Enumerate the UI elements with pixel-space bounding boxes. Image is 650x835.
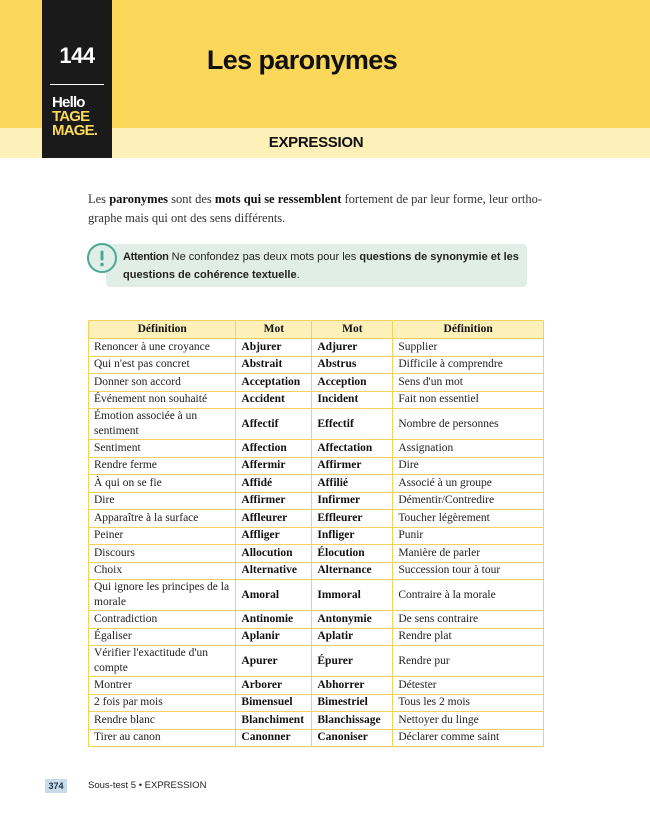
table-row — [89, 580, 544, 611]
cell-definition-right: Punir — [393, 527, 544, 545]
table-row — [89, 440, 544, 458]
cell-definition-left: Égaliser — [89, 628, 236, 646]
cell-definition-right: Nombre de personnes — [393, 409, 544, 440]
cell-word-right: Aplatir — [312, 628, 393, 646]
cell-definition-right: Difficile à comprendre — [393, 356, 544, 374]
cell-definition-left: Qui n'est pas concret — [89, 356, 236, 374]
callout-text-2: . — [296, 269, 300, 281]
cell-definition-left: Discours — [89, 545, 236, 563]
cell-word-right: Incident — [312, 391, 393, 409]
logo-line-mage: MAGE. — [52, 122, 98, 139]
table-row — [89, 712, 544, 730]
cell-word-left: Aplanir — [236, 628, 312, 646]
cell-definition-left: Rendre ferme — [89, 457, 236, 475]
cell-word-left: Allocution — [236, 545, 312, 563]
cell-word-left: Abstrait — [236, 356, 312, 374]
cell-word-right: Adjurer — [312, 339, 393, 357]
paronyms-table — [88, 320, 544, 747]
chapter-number: 144 — [59, 43, 95, 68]
cell-word-left: Blanchiment — [236, 712, 312, 730]
table-row — [89, 475, 544, 493]
cell-definition-left: Vérifier l'exactitude d'un compte — [89, 646, 236, 677]
cell-definition-right: Manière de parler — [393, 545, 544, 563]
cell-word-right: Affilié — [312, 475, 393, 493]
cell-word-right: Antonymie — [312, 611, 393, 629]
cell-definition-right: Toucher légèrement — [393, 510, 544, 528]
table-row — [89, 391, 544, 409]
cell-definition-left: 2 fois par mois — [89, 694, 236, 712]
cell-word-left: Amoral — [236, 580, 312, 611]
intro-text-3: fortement de par leur forme, leur ortho-graphe mais qui ont des sens différents. — [88, 192, 543, 225]
tab-divider — [50, 84, 104, 85]
cell-word-right: Bimestriel — [312, 694, 393, 712]
table-header-row — [89, 321, 544, 339]
cell-definition-left: Contradiction — [89, 611, 236, 629]
table-row — [89, 527, 544, 545]
cell-definition-right: Sens d'un mot — [393, 374, 544, 392]
cell-word-right: Abhorrer — [312, 677, 393, 695]
table-row — [89, 492, 544, 510]
cell-word-left: Accident — [236, 391, 312, 409]
cell-word-left: Acceptation — [236, 374, 312, 392]
footer-text: Sous-test 5 • EXPRESSION — [88, 780, 207, 791]
page-number-badge: 374 — [45, 779, 67, 793]
cell-word-right: Abstrus — [312, 356, 393, 374]
cell-definition-left: Apparaître à la surface — [89, 510, 236, 528]
cell-word-left: Affectif — [236, 409, 312, 440]
cell-definition-right: De sens contraire — [393, 611, 544, 629]
cell-word-right: Infirmer — [312, 492, 393, 510]
cell-word-right: Alternance — [312, 562, 393, 580]
table-body — [89, 339, 544, 747]
chapter-tab — [42, 0, 112, 158]
cell-word-left: Antinomie — [236, 611, 312, 629]
cell-word-left: Affirmer — [236, 492, 312, 510]
cell-definition-left: Renoncer à une croyance — [89, 339, 236, 357]
table-row — [89, 646, 544, 677]
table-row — [89, 562, 544, 580]
cell-definition-right: Démentir/Contredire — [393, 492, 544, 510]
cell-word-left: Affleurer — [236, 510, 312, 528]
cell-definition-left: À qui on se fie — [89, 475, 236, 493]
cell-word-left: Affidé — [236, 475, 312, 493]
cell-word-right: Canoniser — [312, 729, 393, 747]
table-row — [89, 677, 544, 695]
table-row — [89, 628, 544, 646]
intro-paragraph — [88, 190, 553, 228]
logo-line-tage: TAGE — [52, 108, 90, 125]
cell-definition-right: Assignation — [393, 440, 544, 458]
exclamation-circle-icon — [87, 243, 117, 273]
cell-definition-right: Nettoyer du linge — [393, 712, 544, 730]
cell-word-left: Canonner — [236, 729, 312, 747]
cell-definition-right: Succession tour à tour — [393, 562, 544, 580]
cell-definition-right: Déclarer comme saint — [393, 729, 544, 747]
table-row — [89, 356, 544, 374]
cell-definition-left: Événement non souhaité — [89, 391, 236, 409]
cell-definition-right: Rendre pur — [393, 646, 544, 677]
header-definition-right: Définition — [393, 321, 544, 339]
intro-text-1: Les — [88, 192, 110, 206]
cell-definition-right: Rendre plat — [393, 628, 544, 646]
cell-word-left: Affliger — [236, 527, 312, 545]
cell-definition-left: Rendre blanc — [89, 712, 236, 730]
callout-bold: questions de synonymie et les questions de cohérence textuelle — [123, 251, 519, 281]
cell-definition-left: Qui ignore les principes de la morale — [89, 580, 236, 611]
cell-word-right: Effleurer — [312, 510, 393, 528]
header-definition-left: Définition — [89, 321, 236, 339]
cell-definition-left: Peiner — [89, 527, 236, 545]
logo-line-hello: Hello — [52, 94, 85, 111]
cell-word-right: Effectif — [312, 409, 393, 440]
table-row — [89, 545, 544, 563]
cell-word-left: Arborer — [236, 677, 312, 695]
cell-definition-left: Donner son accord — [89, 374, 236, 392]
cell-definition-left: Dire — [89, 492, 236, 510]
cell-word-left: Affermir — [236, 457, 312, 475]
cell-word-right: Élocution — [312, 545, 393, 563]
cell-definition-left: Émotion associée à un sentiment — [89, 409, 236, 440]
cell-word-right: Affectation — [312, 440, 393, 458]
section-label: EXPRESSION — [268, 134, 364, 151]
intro-text-2: sont des — [168, 192, 215, 206]
cell-word-right: Acception — [312, 374, 393, 392]
table-row — [89, 729, 544, 747]
cell-word-right: Affirmer — [312, 457, 393, 475]
cell-word-left: Alternative — [236, 562, 312, 580]
cell-word-right: Blanchissage — [312, 712, 393, 730]
cell-word-left: Affection — [236, 440, 312, 458]
cell-definition-left: Montrer — [89, 677, 236, 695]
callout-heading: Attention — [123, 251, 169, 263]
cell-definition-left: Choix — [89, 562, 236, 580]
callout-text-1: Ne confondez pas deux mots pour les — [168, 251, 360, 263]
cell-definition-right: Dire — [393, 457, 544, 475]
table-row — [89, 339, 544, 357]
cell-definition-right: Fait non essentiel — [393, 391, 544, 409]
table-row — [89, 409, 544, 440]
cell-definition-right: Associé à un groupe — [393, 475, 544, 493]
cell-word-right: Infliger — [312, 527, 393, 545]
cell-word-left: Bimensuel — [236, 694, 312, 712]
cell-definition-right: Supplier — [393, 339, 544, 357]
cell-definition-left: Sentiment — [89, 440, 236, 458]
table-row — [89, 374, 544, 392]
table-row — [89, 694, 544, 712]
table-row — [89, 510, 544, 528]
intro-bold-2: mots qui se ressemblent — [214, 192, 342, 206]
callout-text — [123, 248, 523, 284]
intro-bold-1: paronymes — [109, 192, 168, 206]
table-row — [89, 611, 544, 629]
table-row — [89, 457, 544, 475]
brand-logo — [52, 96, 110, 138]
cell-word-right: Épurer — [312, 646, 393, 677]
cell-definition-right: Détester — [393, 677, 544, 695]
header-word-left: Mot — [236, 321, 312, 339]
cell-word-left: Apurer — [236, 646, 312, 677]
header-word-right: Mot — [312, 321, 393, 339]
cell-word-right: Immoral — [312, 580, 393, 611]
page-title: Les paronymes — [206, 45, 398, 75]
cell-definition-left: Tirer au canon — [89, 729, 236, 747]
cell-definition-right: Tous les 2 mois — [393, 694, 544, 712]
cell-word-left: Abjurer — [236, 339, 312, 357]
cell-definition-right: Contraire à la morale — [393, 580, 544, 611]
